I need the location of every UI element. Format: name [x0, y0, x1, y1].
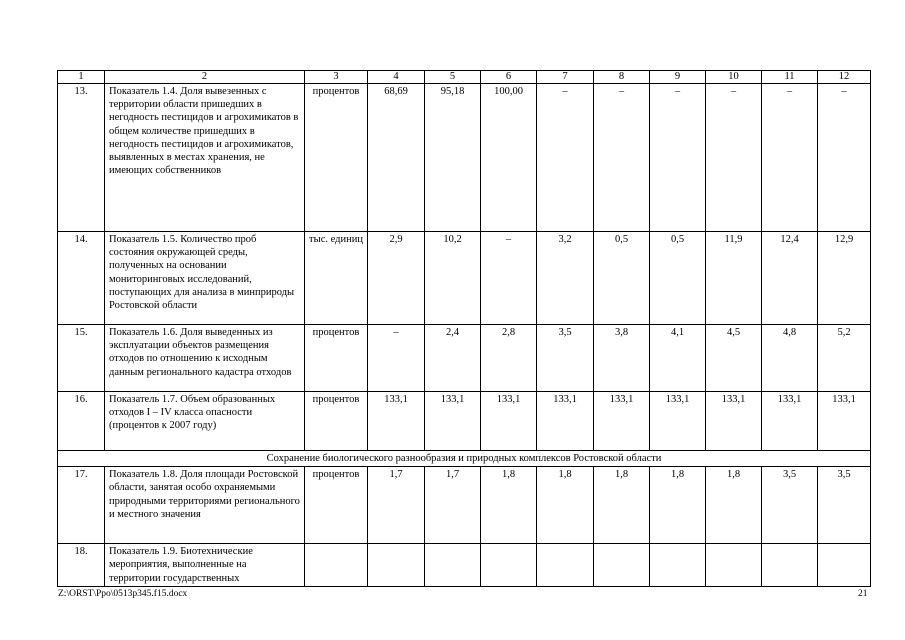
header-cell: 11	[762, 71, 818, 84]
value-cell	[706, 544, 762, 587]
value-cell: –	[537, 84, 594, 232]
value-cell: 2,9	[368, 232, 425, 325]
value-cell: 3,2	[537, 232, 594, 325]
header-cell: 8	[594, 71, 650, 84]
value-cell: 12,4	[762, 232, 818, 325]
value-cell: 2,4	[425, 325, 481, 392]
value-cell: 133,1	[818, 392, 871, 451]
value-cell	[594, 544, 650, 587]
header-cell: 1	[58, 71, 105, 84]
value-cell: 3,5	[762, 467, 818, 544]
indicator-name: Показатель 1.5. Количество проб состояния окружающей среды, полученных на основании мониторинговых исследований, поступающих для анализа в минприроды Ростовской области	[105, 232, 305, 325]
value-cell: 1,8	[650, 467, 706, 544]
value-cell: 4,1	[650, 325, 706, 392]
value-cell	[481, 544, 537, 587]
value-cell: 95,18	[425, 84, 481, 232]
table-row	[58, 232, 871, 325]
value-cell: 133,1	[706, 392, 762, 451]
value-cell	[537, 544, 594, 587]
value-cell: 133,1	[594, 392, 650, 451]
value-cell: 12,9	[818, 232, 871, 325]
value-cell: 4,5	[706, 325, 762, 392]
value-cell: 133,1	[650, 392, 706, 451]
section-title: Сохранение биологического разнообразия и природных комплексов Ростовской области	[58, 451, 871, 467]
value-cell: 133,1	[481, 392, 537, 451]
table-row	[58, 84, 871, 232]
value-cell: 0,5	[594, 232, 650, 325]
value-cell	[762, 544, 818, 587]
header-cell: 5	[425, 71, 481, 84]
header-cell: 4	[368, 71, 425, 84]
value-cell: 1,7	[425, 467, 481, 544]
value-cell	[650, 544, 706, 587]
row-number: 13.	[58, 84, 105, 232]
row-number: 16.	[58, 392, 105, 451]
value-cell: 1,8	[481, 467, 537, 544]
row-number: 15.	[58, 325, 105, 392]
table-row	[58, 544, 871, 587]
header-cell: 3	[305, 71, 368, 84]
indicator-name: Показатель 1.6. Доля выведенных из эксплуатации объектов размещения отходов по отношению к исходным данным регионального кадастра отходов	[105, 325, 305, 392]
value-cell: 10,2	[425, 232, 481, 325]
value-cell: 3,5	[537, 325, 594, 392]
indicator-name: Показатель 1.7. Объем образованных отходов I – IV класса опасности (процентов к 2007 году)	[105, 392, 305, 451]
header-cell: 7	[537, 71, 594, 84]
value-cell: 1,8	[537, 467, 594, 544]
header-cell: 2	[105, 71, 305, 84]
value-cell: 133,1	[762, 392, 818, 451]
value-cell: –	[706, 84, 762, 232]
indicator-name: Показатель 1.4. Доля вывезенных с территории области пришедших в негодность пестицидов и агрохимикатов в общем количестве пришедших в негодность пестицидов и агрохимикатов, выявленных в местах хранения, не имеющих собственников	[105, 84, 305, 232]
header-cell: 10	[706, 71, 762, 84]
table-row	[58, 467, 871, 544]
value-cell: 11,9	[706, 232, 762, 325]
table-row	[58, 325, 871, 392]
value-cell: 68,69	[368, 84, 425, 232]
value-cell: –	[368, 325, 425, 392]
value-cell	[818, 544, 871, 587]
row-number: 18.	[58, 544, 105, 587]
value-cell: 1,8	[706, 467, 762, 544]
unit-of-measure: процентов	[305, 467, 368, 544]
value-cell: 3,5	[818, 467, 871, 544]
value-cell: 2,8	[481, 325, 537, 392]
row-number: 17.	[58, 467, 105, 544]
table-row	[58, 392, 871, 451]
unit-of-measure	[305, 544, 368, 587]
header-cell: 6	[481, 71, 537, 84]
value-cell: 133,1	[425, 392, 481, 451]
value-cell: –	[818, 84, 871, 232]
value-cell	[368, 544, 425, 587]
value-cell: 1,7	[368, 467, 425, 544]
row-number: 14.	[58, 232, 105, 325]
value-cell	[425, 544, 481, 587]
value-cell: 0,5	[650, 232, 706, 325]
table-header-row	[58, 71, 871, 84]
indicator-name: Показатель 1.8. Доля площади Ростовской области, занятая особо охраняемыми природными территориями регионального и местного значения	[105, 467, 305, 544]
header-cell: 12	[818, 71, 871, 84]
value-cell: –	[594, 84, 650, 232]
footer-file-path: Z:\ORST\Ppo\0513p345.f15.docx	[58, 589, 188, 599]
indicator-name: Показатель 1.9. Биотехнические мероприятия, выполненные на территории государственных	[105, 544, 305, 587]
unit-of-measure: процентов	[305, 392, 368, 451]
value-cell: 133,1	[537, 392, 594, 451]
value-cell: 4,8	[762, 325, 818, 392]
unit-of-measure: процентов	[305, 325, 368, 392]
value-cell: 1,8	[594, 467, 650, 544]
unit-of-measure: процентов	[305, 84, 368, 232]
value-cell: –	[650, 84, 706, 232]
value-cell: 133,1	[368, 392, 425, 451]
header-cell: 9	[650, 71, 706, 84]
page-number: 21	[858, 589, 868, 599]
section-title-row	[58, 451, 871, 467]
indicators-table	[57, 70, 871, 587]
value-cell: 100,00	[481, 84, 537, 232]
value-cell: –	[481, 232, 537, 325]
value-cell: 5,2	[818, 325, 871, 392]
value-cell: 3,8	[594, 325, 650, 392]
value-cell: –	[762, 84, 818, 232]
unit-of-measure: тыс. единиц	[305, 232, 368, 325]
